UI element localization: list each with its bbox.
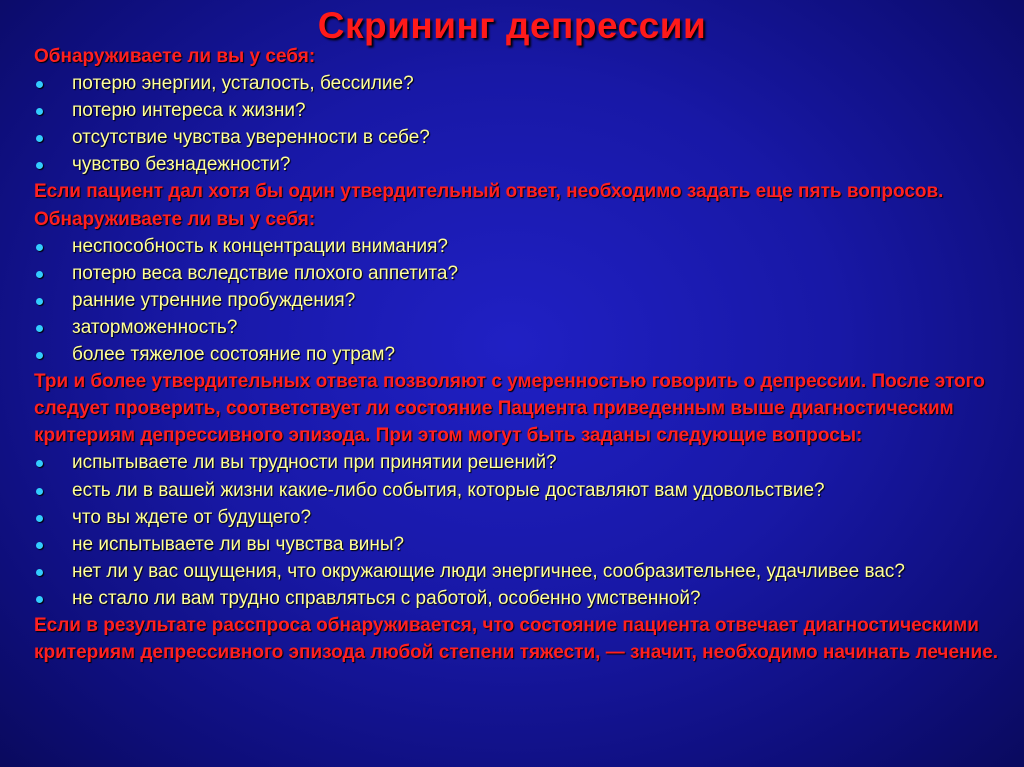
bullet-icon bbox=[36, 135, 43, 142]
bullet-icon bbox=[36, 325, 43, 332]
bullet-icon bbox=[36, 515, 43, 522]
bullet-icon bbox=[36, 596, 43, 603]
list-item-text: потерю энергии, усталость, бессилие? bbox=[72, 73, 414, 95]
intro-question: Обнаруживаете ли вы у себя: bbox=[34, 46, 316, 67]
list-item-text: есть ли в вашей жизни какие-либо события, которые доставляют вам удовольствие? bbox=[72, 479, 825, 501]
list-item bbox=[34, 531, 1009, 558]
bullet-icon bbox=[36, 298, 43, 305]
symptom-list-secondary bbox=[34, 233, 1009, 368]
list-item-text: ранние утренние пробуждения? bbox=[72, 289, 356, 311]
diagnostic-questions-list bbox=[34, 449, 1009, 612]
list-item-text: чувство безнадежности? bbox=[72, 154, 291, 176]
list-item bbox=[34, 314, 1009, 341]
bullet-icon bbox=[36, 271, 43, 278]
list-item-text: испытываете ли вы трудности при принятии решений? bbox=[72, 452, 557, 474]
bullet-icon bbox=[36, 460, 43, 467]
list-item bbox=[34, 477, 1009, 504]
bullet-icon bbox=[36, 162, 43, 169]
list-item bbox=[34, 449, 1009, 476]
bullet-icon bbox=[36, 81, 43, 88]
symptom-list-primary bbox=[34, 70, 1009, 178]
list-item-text: отсутствие чувства уверенности в себе? bbox=[72, 127, 430, 149]
list-item-text: более тяжелое состояние по утрам? bbox=[72, 344, 396, 366]
list-item bbox=[34, 585, 1009, 612]
list-item bbox=[34, 341, 1009, 368]
bullet-icon bbox=[36, 352, 43, 359]
list-item bbox=[34, 151, 1009, 178]
slide-title: Скрининг депрессии bbox=[317, 5, 707, 46]
bullet-icon bbox=[36, 244, 43, 251]
bullet-icon bbox=[36, 488, 43, 495]
list-item bbox=[34, 97, 1009, 124]
list-item-text: нет ли у вас ощущения, что окружающие люди энергичнее, сообразительнее, удачливее вас? bbox=[72, 560, 905, 582]
list-item bbox=[34, 260, 1009, 287]
list-item-text: не испытываете ли вы чувства вины? bbox=[72, 533, 405, 555]
conclusion-paragraph: Если в результате расспроса обнаруживается, что состояние пациента отвечает диагностическими критериям депрессивного эпизода любой степени тяжести, — значит, необходимо начинать лечение. bbox=[34, 614, 999, 664]
slide-content bbox=[34, 43, 1009, 666]
bullet-icon bbox=[36, 542, 43, 549]
instruction-paragraph-2: Три и более утвердительных ответа позволяют с умеренностью говорить о депрессии. После этого следует проверить, соответствует ли состояние Пациента приведенным выше диагностическим критериям депрессивного эпизода. При этом могут быть заданы следующие вопросы: bbox=[34, 371, 985, 447]
list-item-text: неспособность к концентрации внимания? bbox=[72, 235, 448, 257]
list-item bbox=[34, 233, 1009, 260]
bullet-icon bbox=[36, 108, 43, 115]
list-item-text: заторможенность? bbox=[72, 316, 238, 338]
instruction-paragraph-1: Если пациент дал хотя бы один утвердительный ответ, необходимо задать еще пять вопросов. Обнаруживаете ли вы у себя: bbox=[34, 181, 944, 230]
bullet-icon bbox=[36, 569, 43, 576]
list-item bbox=[34, 124, 1009, 151]
list-item bbox=[34, 70, 1009, 97]
list-item bbox=[34, 504, 1009, 531]
list-item bbox=[34, 287, 1009, 314]
list-item-text: потерю интереса к жизни? bbox=[72, 100, 306, 122]
list-item-text: что вы ждете от будущего? bbox=[72, 506, 312, 528]
list-item bbox=[34, 558, 1009, 585]
list-item-text: потерю веса вследствие плохого аппетита? bbox=[72, 262, 459, 284]
list-item-text: не стало ли вам трудно справляться с работой, особенно умственной? bbox=[72, 587, 701, 609]
